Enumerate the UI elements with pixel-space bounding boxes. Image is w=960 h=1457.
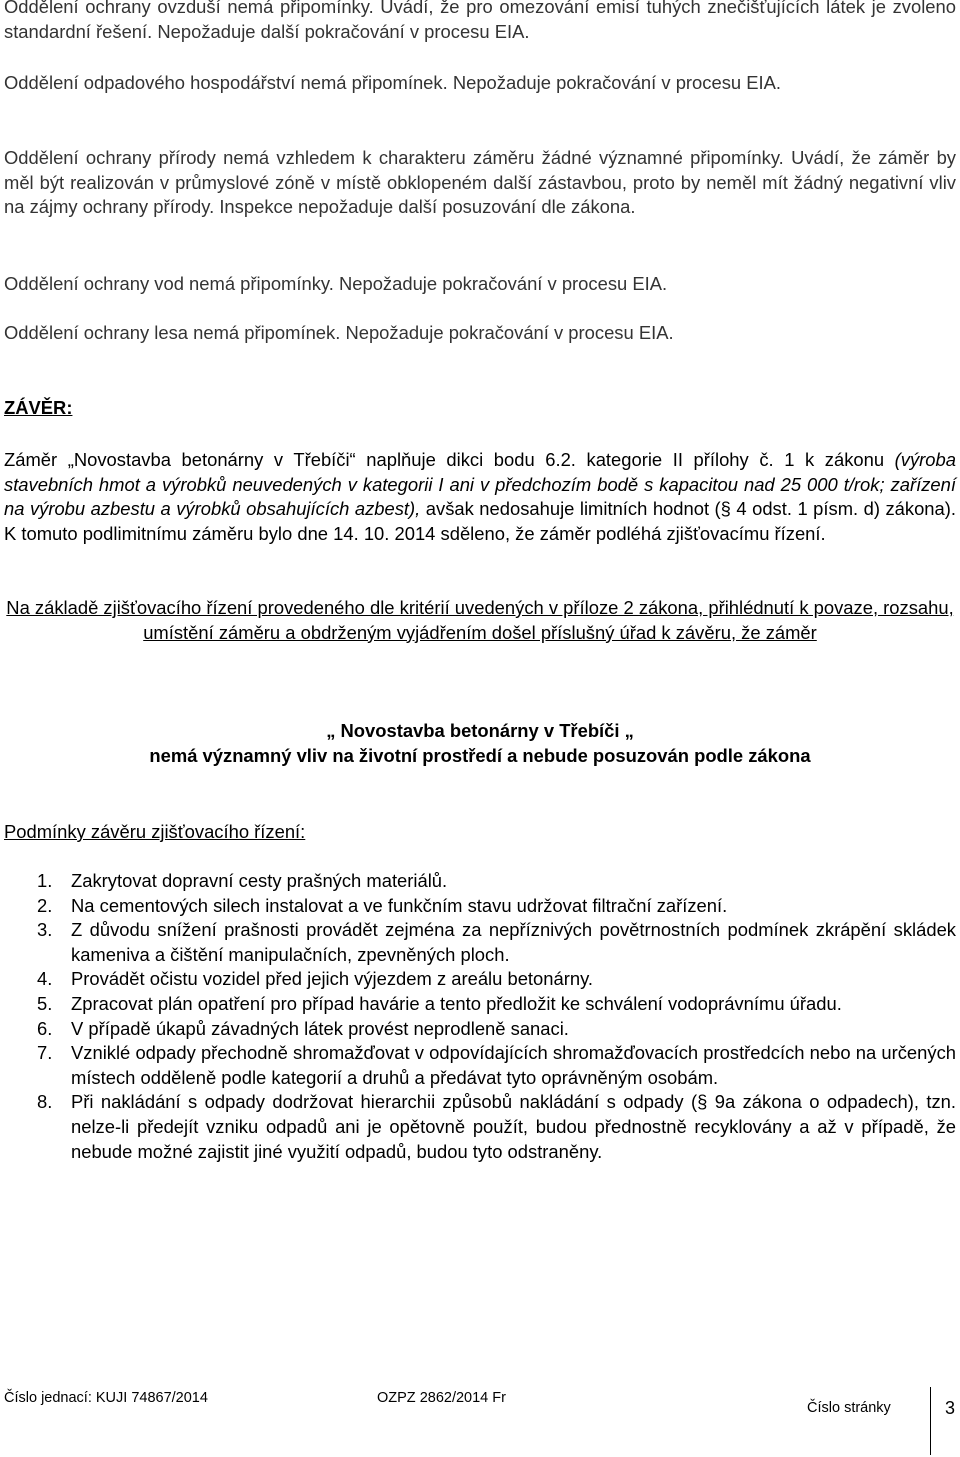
condition-item	[4, 894, 956, 919]
condition-item	[4, 869, 956, 894]
condition-number: 2.	[37, 894, 53, 916]
project-text-part2: avšak nedosahuje limitních hodnot (§ 4 odst. 1 písm. d) zákona). K tomuto podlimitnímu záměru bylo dne 14. 10. 2014 sděleno, že záměr podléhá zjišťovacímu řízení.	[4, 498, 956, 544]
paragraph-nature-protection: Oddělení ochrany přírody nemá vzhledem k charakteru záměru žádné významné připomínky. Uvádí, že záměr by měl být realizován v průmyslové zóně v místě obklopeném další zástavbou, proto by neměl mít žádný negativní vliv na zájmy ochrany přírody. Inspekce nepožaduje další posuzování dle zákona.	[4, 147, 956, 218]
condition-text: Zpracovat plán opatření pro případ havárie a tento předložit ke schválení vodoprávnímu úřadu.	[71, 992, 842, 1014]
condition-number: 4.	[37, 968, 53, 990]
paragraph-basis	[4, 596, 956, 645]
condition-text: Při nakládání s odpady dodržovat hierarchii způsobů nakládání s odpady (§ 9a zákona o odpadech), tzn. nelze-li předejít vzniku odpadů ani je opětovně použít, budou přednostně recyklovány a až v případě, že nebude možné zajistit jiné využití odpadů, budou tyto odstraněny.	[71, 1091, 956, 1162]
project-text-part1: Záměr „Novostavba betonárny v Třebíči“ naplňuje dikci bodu 6.2. kategorie II přílohy č. 1 k zákonu	[4, 449, 895, 470]
condition-item	[4, 1090, 956, 1164]
condition-text: V případě úkapů závadných látek provést neprodleně sanaci.	[71, 1017, 569, 1039]
condition-number: 7.	[37, 1042, 53, 1064]
file-reference: OZPZ 2862/2014 Fr	[377, 1390, 506, 1406]
footer-divider	[930, 1387, 931, 1455]
verdict-project-name: „ Novostavba betonárny v Třebíči „	[326, 720, 634, 741]
conditions-list	[4, 869, 956, 1164]
reference-number: Číslo jednací: KUJI 74867/2014	[4, 1390, 208, 1406]
project-text-italic: (výroba stavebních hmot a výrobků neuvedených v kategorii I ani v předchozím bodě s kapacitou nad 25 000 t/rok; zařízení na výrobu azbestu a výrobků obsahujících azbest),	[4, 449, 956, 520]
paragraph-waste-management: Oddělení odpadového hospodářství nemá připomínek. Nepožaduje pokračování v procesu EIA.	[4, 72, 781, 93]
condition-text: Na cementových silech instalovat a ve funkčním stavu udržovat filtrační zařízení.	[71, 894, 728, 916]
condition-item	[4, 1017, 956, 1042]
condition-number: 6.	[37, 1017, 53, 1039]
condition-number: 5.	[37, 992, 53, 1014]
verdict-statement: nemá významný vliv na životní prostředí a nebude posuzován podle zákona	[149, 744, 811, 766]
condition-item	[4, 1041, 956, 1090]
condition-item	[4, 918, 956, 967]
conditions-heading: Podmínky závěru zjišťovacího řízení:	[4, 821, 306, 842]
paragraph-forest-protection: Oddělení ochrany lesa nemá připomínek. Nepožaduje pokračování v procesu EIA.	[4, 322, 674, 343]
condition-text: Provádět očistu vozidel před jejich výjezdem z areálu betonárny.	[71, 968, 594, 990]
page-number: 3	[945, 1398, 956, 1418]
condition-item	[4, 992, 956, 1017]
paragraph-project-description	[4, 448, 956, 546]
paragraph-air-protection: Oddělení ochrany ovzduší nemá připomínky. Uvádí, že pro omezování emisí tuhých znečišťujících látek je zvoleno standardní řešení. Nepožaduje další pokračování v procesu EIA.	[4, 0, 956, 42]
conclusion-heading: ZÁVĚR:	[4, 397, 73, 418]
condition-item	[4, 967, 956, 992]
condition-text: Vzniklé odpady přechodně shromažďovat v odpovídajících shromažďovacích prostředcích nebo na určených místech odděleně podle kategorií a druhů a předávat tyto oprávněným osobám.	[71, 1042, 956, 1088]
condition-number: 3.	[37, 919, 53, 941]
condition-text: Zakrytovat dopravní cesty prašných materiálů.	[71, 870, 448, 891]
condition-number: 1.	[37, 870, 53, 891]
basis-text: Na základě zjišťovacího řízení provedeného dle kritérií uvedených v příloze 2 zákona, přihlédnutí k povaze, rozsahu, umístění záměru a obdrženým vyjádřením došel příslušný úřad k závěru, že záměr	[6, 597, 954, 643]
condition-number: 8.	[37, 1091, 53, 1113]
paragraph-water-protection: Oddělení ochrany vod nemá připomínky. Nepožaduje pokračování v procesu EIA.	[4, 273, 668, 294]
verdict-block	[4, 719, 956, 768]
page-number-label: Číslo stránky	[807, 1400, 891, 1416]
condition-text: Z důvodu snížení prašnosti provádět zejména za nepříznivých povětrnostních podmínek zkrápění skládek kameniva a čištění manipulačních, zpevněných ploch.	[71, 919, 956, 965]
